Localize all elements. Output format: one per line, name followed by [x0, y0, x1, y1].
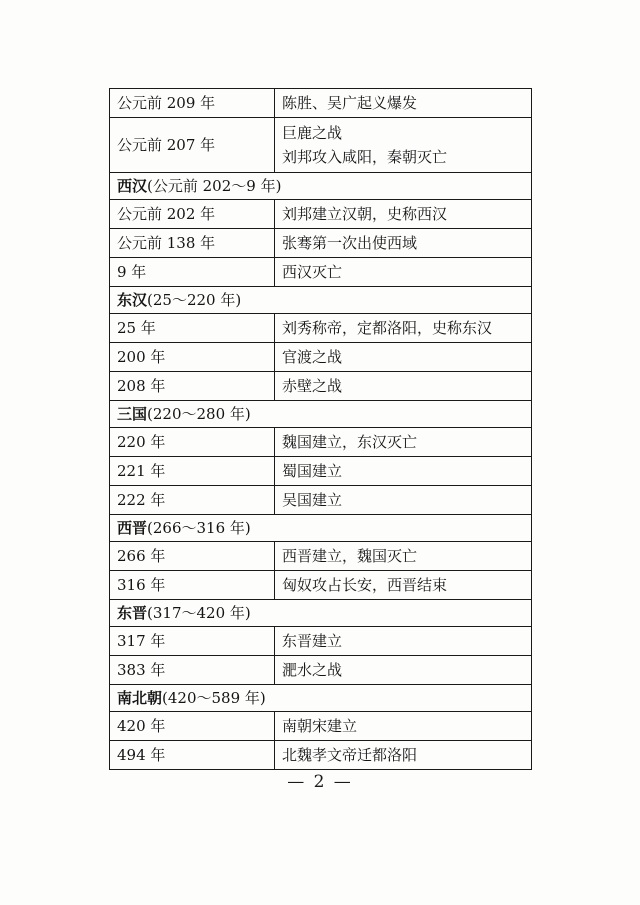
- event-cell: [275, 627, 532, 656]
- event-text: 张骞第一次出使西域: [282, 234, 418, 252]
- chronology-table-body: [110, 89, 532, 770]
- era-date-range: (317～420 年): [147, 603, 251, 622]
- era-header-cell: [110, 173, 532, 200]
- era-header-row: [110, 401, 532, 428]
- event-cell: [275, 372, 532, 401]
- era-header-cell: [110, 600, 532, 627]
- era-name: 三国: [117, 404, 148, 423]
- year-cell: 200 年: [110, 343, 275, 372]
- event-text: 官渡之战: [282, 348, 343, 366]
- year-cell: 420 年: [110, 712, 275, 741]
- event-text: 刘邦建立汉朝，史称西汉: [282, 205, 448, 223]
- event-cell: [275, 118, 532, 173]
- era-header-row: [110, 600, 532, 627]
- event-cell: [275, 314, 532, 343]
- year-cell: 公元前 138 年: [110, 229, 275, 258]
- event-text: 巨鹿之战: [282, 124, 343, 142]
- event-cell: [275, 656, 532, 685]
- event-row: [110, 741, 532, 770]
- year-cell: 208 年: [110, 372, 275, 401]
- year-cell: 25 年: [110, 314, 275, 343]
- event-cell: [275, 428, 532, 457]
- era-date-range: (420～589 年): [162, 688, 266, 707]
- event-row: [110, 89, 532, 118]
- event-text: 蜀国建立: [282, 462, 343, 480]
- year-cell: 公元前 202 年: [110, 200, 275, 229]
- event-cell: [275, 89, 532, 118]
- event-cell: [275, 741, 532, 770]
- event-row: [110, 258, 532, 287]
- event-text: 赤壁之战: [282, 377, 343, 395]
- era-name: 东晋: [117, 603, 148, 622]
- event-row: [110, 627, 532, 656]
- event-cell: [275, 258, 532, 287]
- event-cell: [275, 457, 532, 486]
- event-row: [110, 656, 532, 685]
- event-row: [110, 229, 532, 258]
- year-cell: 383 年: [110, 656, 275, 685]
- era-header-cell: [110, 685, 532, 712]
- year-cell: 公元前 209 年: [110, 89, 275, 118]
- era-header-row: [110, 515, 532, 542]
- year-cell: 220 年: [110, 428, 275, 457]
- event-row: [110, 712, 532, 741]
- event-text: 刘秀称帝，定都洛阳，史称东汉: [282, 319, 493, 337]
- event-cell: [275, 571, 532, 600]
- event-text: 西汉灭亡: [282, 263, 343, 281]
- event-row: [110, 428, 532, 457]
- event-text: 魏国建立，东汉灭亡: [282, 433, 418, 451]
- event-cell: [275, 343, 532, 372]
- event-text: 陈胜、吴广起义爆发: [282, 94, 418, 112]
- chronology-table: [109, 88, 532, 770]
- event-text: 淝水之战: [282, 661, 343, 679]
- event-text: 匈奴攻占长安，西晋结束: [282, 576, 448, 594]
- event-row: [110, 200, 532, 229]
- page-number: — 2 —: [287, 772, 353, 792]
- era-date-range: (266～316 年): [147, 518, 251, 537]
- era-name: 西汉: [117, 176, 148, 195]
- event-row: [110, 457, 532, 486]
- event-text: 吴国建立: [282, 491, 343, 509]
- era-header-cell: [110, 287, 532, 314]
- event-cell: [275, 229, 532, 258]
- event-row: [110, 372, 532, 401]
- year-cell: 221 年: [110, 457, 275, 486]
- event-row: [110, 486, 532, 515]
- event-text: 北魏孝文帝迁都洛阳: [282, 746, 418, 764]
- era-name: 东汉: [117, 290, 148, 309]
- era-header-row: [110, 685, 532, 712]
- era-name: 西晋: [117, 518, 148, 537]
- event-row: [110, 118, 532, 173]
- event-row: [110, 343, 532, 372]
- event-cell: [275, 712, 532, 741]
- era-name: 南北朝: [117, 688, 163, 707]
- era-header-row: [110, 173, 532, 200]
- era-header-row: [110, 287, 532, 314]
- event-text: 西晋建立，魏国灭亡: [282, 547, 418, 565]
- era-header-cell: [110, 515, 532, 542]
- year-cell: 316 年: [110, 571, 275, 600]
- era-header-cell: [110, 401, 532, 428]
- era-date-range: (220～280 年): [147, 404, 251, 423]
- event-row: [110, 314, 532, 343]
- event-cell: [275, 200, 532, 229]
- year-cell: 9 年: [110, 258, 275, 287]
- event-row: [110, 571, 532, 600]
- event-cell: [275, 542, 532, 571]
- event-text: 南朝宋建立: [282, 717, 358, 735]
- year-cell: 317 年: [110, 627, 275, 656]
- year-cell: 公元前 207 年: [110, 118, 275, 173]
- era-date-range: (25～220 年): [147, 290, 242, 309]
- year-cell: 266 年: [110, 542, 275, 571]
- event-text: 东晋建立: [282, 632, 343, 650]
- year-cell: 494 年: [110, 741, 275, 770]
- year-cell: 222 年: [110, 486, 275, 515]
- era-date-range: (公元前 202～9 年): [147, 176, 282, 195]
- event-row: [110, 542, 532, 571]
- event-text: 刘邦攻入咸阳，秦朝灭亡: [282, 148, 448, 166]
- event-cell: [275, 486, 532, 515]
